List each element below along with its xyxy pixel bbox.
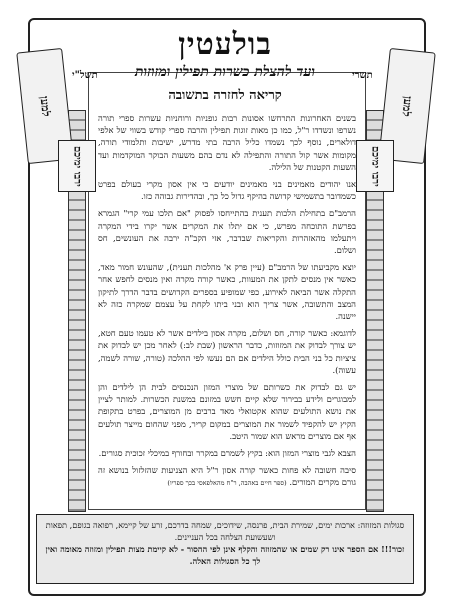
paragraph-8-source: (ספר חיים באהבה, ר"ח מהאלפאסי בכך ספריו) [167, 479, 287, 488]
paragraph-8 [98, 464, 356, 489]
footer-line-1: סגולות המזוזה: ארכות ימים, שמירת הבית, פרנסה, שידוכים, שמחה בדרכם, זרע של קיימא, רפואה בגופם, תפאות ושעשועת הצלחה בכל העניינים. [45, 520, 405, 542]
footer-box [36, 514, 414, 584]
year-right: תשרי [352, 70, 373, 81]
paragraph-2: אנו יהודים מאמינים בני מאמינים יודעים כי אין אסון מקרי בעולם בפרט כשמדובר בתשמישי קדושה בהיקף גדול כל כך, ובהדירות גבוהה כזו. [98, 179, 356, 202]
paragraph-5: לדוגמא: כאשר קורה, חס ושלום, מקרה אסון בילדים אשר לא טעמו טעם חטא, יש צורך לבדוק את המזוזות, כדבר הראשון (שבת לב:) לאחר מכן יש לבדוק את ציציות כל בני הבית כולל הילדים אם הם נעשו לפי ההלכה (טורה, שורה לשמה, עשוה). [98, 328, 356, 375]
side-plate-left [58, 140, 96, 192]
paragraph-1: בשנים האחרונות התרחשו אסונות רבות גופניות ורוחניות עשרות ספרי תורה נשרפו ונשדדו ר"ל, כמו כן מאות זוגות תפילין והרבה ספרי קודש בשווי של אלפי דולארים, נוסף לכך נשמדו כליל הרבה בתי מדרש, ישיבות ותלמודי תורה, מקומות אשר קול התורה והתפילה לא נדם בהם משעות הבוקר המוקדמות ועד השעות הקטנות של הלילה. [98, 113, 356, 172]
page-subtitle: ועד להצלת כשרות תפילין ומזוזות [134, 64, 316, 80]
bulletin-body [98, 112, 356, 504]
paragraph-7: הצבא לגבי מוצרי המזון הוא: בקיץ לשמרם במקרר ובחורף במיכלי זכוכית סגורים. [98, 448, 356, 459]
paragraph-6: יש גם לבדוק את כשרותם של מוצרי המזון הנכנסים לבית הן לילדים והן למבוגרים ולידע בבירור שלא קיים חשש במזונם במשנת הכשרות. למותר לציין את נושא התולעים שהוא אקטואלי מאד ברבים מן המוצרים, בפרט בתקופת הקיץ יש להקפיד לשמור את המוצרים במקום קריר, מפני שהחום מייצר תולעים אף אם מוצרים מראש הוא שמור היטב. [98, 382, 356, 441]
year-left: תשל"י [72, 70, 98, 81]
side-plate-left-text: ירבו ימיכם [71, 145, 83, 187]
paragraph-8-text: סיבה חשובה לא פחות כאשר קורה אסון ר"ל היא הצניעות שהזלזול בנושא זה גורם מקרים המורים. [98, 465, 356, 488]
side-plate-right [356, 140, 394, 192]
banner-top-left-text: למען [37, 95, 53, 117]
page-title: בולעטין [178, 27, 272, 62]
paragraph-4: יוצא מקביעתו של הרמב"ם (עיין פרק א' מהלכות תענית), שהעונש חמור מאד, כאשר אין מנסים לתקן את המעוות, כאשר קורה מקרה ואין מנסים לחפש אחר התקלה אשר הביאה לאירוע, כפי שמופיע בספרים הקדושים בדבר הדרך לתיקון המצב והתשובה, אשר צריך הוא ובני ביתו לקחת על עצמם שמקרה כזה לא יישנה. [98, 262, 356, 322]
paragraph-3: הרמב"ם בתחילת הלכות תענית בהתייחסו לפסוק "אם תלכו עמי קרי" הגמרא בפרשת התוכחה מפרש, כי אם יתלו את המקרים אשר יקרו בידי המקרה ויתעלמו מהאזהרות והקריאות שבדבר, אזי הקב"ה ירבה את העונשים, חס ושלום. [98, 208, 356, 256]
header [100, 28, 350, 103]
call-heading: קריאה לחזרה בתשובה [168, 88, 282, 103]
footer-line-2: זכור!!! אם הספר אינו רק שמים או שהמזוזה והקלף אינן לפי ההסור - לא קיימת מצות תפילין ומזוזה מאומה ואין לך כל הסגולות האלה. [45, 544, 405, 566]
side-plate-right-text: ירבו ימיכם [369, 145, 381, 187]
banner-top-right-text: למען [399, 95, 415, 117]
